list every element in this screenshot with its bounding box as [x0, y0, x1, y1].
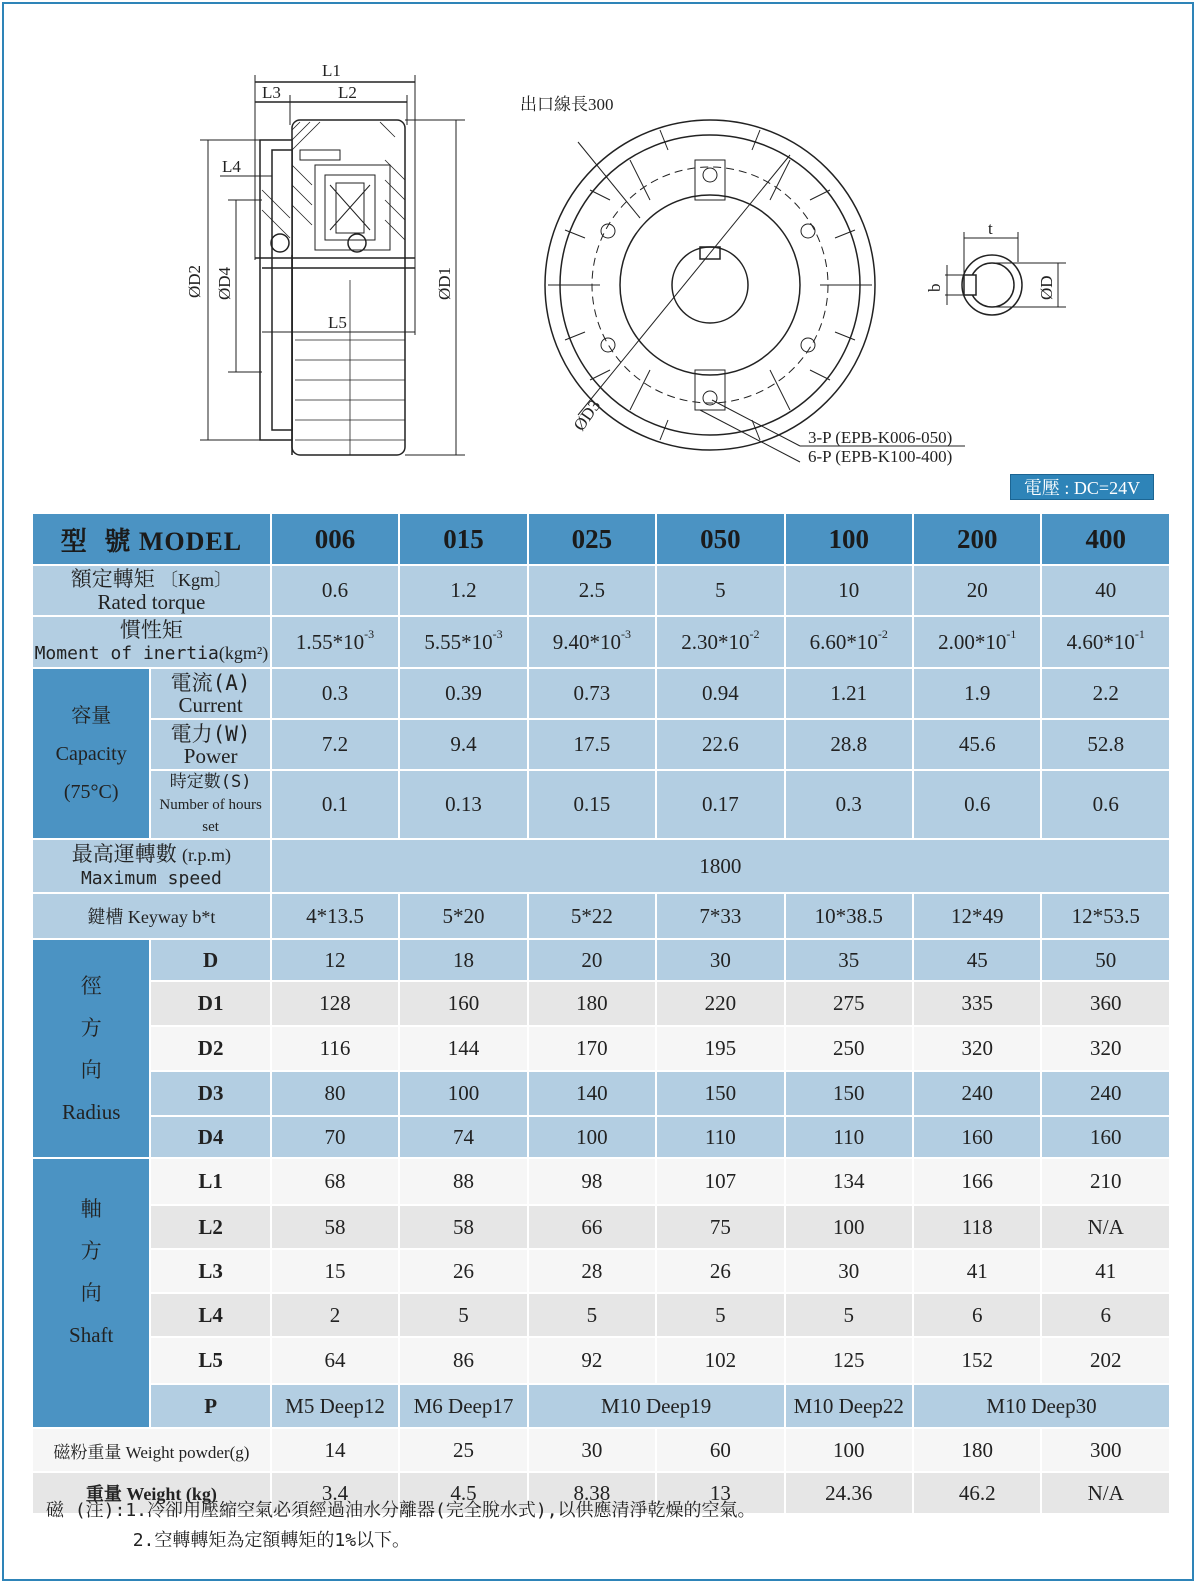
capacity-cn: 容量: [71, 703, 112, 727]
rated-torque-cn: 額定轉矩: [70, 567, 155, 591]
inertia-cell: [271, 616, 399, 668]
table-cell: 15: [271, 1249, 399, 1293]
notes: [46, 1496, 756, 1556]
table-cell: 98: [528, 1158, 656, 1205]
inertia-mantissa: 6.60*10: [809, 629, 878, 654]
table-cell: 5*20: [399, 893, 527, 939]
table-cell: 110: [656, 1116, 784, 1158]
table-cell: 26: [656, 1249, 784, 1293]
rated-torque-label: [32, 565, 271, 616]
table-cell: 74: [399, 1116, 527, 1158]
table-cell: 160: [913, 1116, 1041, 1158]
hole-note-1: 3-P (EPB-K006-050): [808, 428, 953, 447]
power-row: [32, 719, 1170, 770]
inertia-cell: [656, 616, 784, 668]
shaft-cn-2: 方: [80, 1239, 102, 1263]
table-cell: 250: [785, 1026, 913, 1071]
max-speed-en: Maximum speed: [80, 867, 222, 889]
table-cell: 1.2: [399, 565, 527, 616]
front-view: [545, 120, 965, 462]
max-speed-unit: (r.p.m): [182, 844, 232, 865]
table-cell: 3.4: [271, 1472, 399, 1514]
table-cell: 41: [913, 1249, 1041, 1293]
row-label: L4: [150, 1293, 270, 1337]
table-cell: 86: [399, 1337, 527, 1384]
max-speed-row: [32, 839, 1170, 893]
table-cell: 300: [1041, 1428, 1170, 1472]
lead-wire-label: 出口線長300: [520, 95, 614, 114]
table-cell: 13: [656, 1472, 784, 1514]
table-cell: 140: [528, 1071, 656, 1116]
table-cell: 100: [399, 1071, 527, 1116]
table-cell: N/A: [1041, 1205, 1170, 1249]
table-cell: 160: [1041, 1116, 1170, 1158]
table-cell: 210: [1041, 1158, 1170, 1205]
radius-row-d4: [32, 1116, 1170, 1158]
table-cell: 7*33: [656, 893, 784, 939]
table-cell: 50: [1041, 939, 1170, 981]
technical-drawing: [0, 0, 1200, 500]
table-cell: 320: [1041, 1026, 1170, 1071]
table-cell: 0.3: [785, 770, 913, 839]
model-label-cn: 型 號: [60, 526, 132, 557]
inertia-exponent: -2: [749, 626, 760, 641]
table-cell: 80: [271, 1071, 399, 1116]
table-cell: 25: [399, 1428, 527, 1472]
table-cell: 0.13: [399, 770, 527, 839]
inertia-exponent: -1: [1134, 626, 1145, 641]
inertia-cn: 慣性矩: [119, 618, 183, 642]
model-cell: 200: [913, 513, 1041, 565]
table-cell: 5: [528, 1293, 656, 1337]
p-cell: M6 Deep17: [399, 1384, 527, 1428]
inertia-cell: [399, 616, 527, 668]
rated-torque-row: [32, 565, 1170, 616]
radius-en: Radius: [62, 1099, 121, 1124]
table-cell: 100: [785, 1428, 913, 1472]
table-cell: 46.2: [913, 1472, 1041, 1514]
table-cell: 0.15: [528, 770, 656, 839]
table-cell: 110: [785, 1116, 913, 1158]
keyway-view: [945, 232, 1066, 315]
shaft-row-l1: [32, 1158, 1170, 1205]
table-cell: 20: [528, 939, 656, 981]
table-cell: 0.3: [271, 668, 399, 719]
row-label: D: [150, 939, 270, 981]
table-cell: 40: [1041, 565, 1170, 616]
model-header-row: [32, 513, 1170, 565]
table-cell: 14: [271, 1428, 399, 1472]
table-cell: 107: [656, 1158, 784, 1205]
table-cell: 118: [913, 1205, 1041, 1249]
radius-row-d1: [32, 981, 1170, 1026]
radius-row-d2: [32, 1026, 1170, 1071]
shaft-row-l5: [32, 1337, 1170, 1384]
inertia-cell: [528, 616, 656, 668]
table-cell: 45: [913, 939, 1041, 981]
inertia-cell: [913, 616, 1041, 668]
table-cell: 0.1: [271, 770, 399, 839]
table-cell: N/A: [1041, 1472, 1170, 1514]
dim-t: t: [988, 219, 993, 238]
table-cell: 1.21: [785, 668, 913, 719]
inertia-cell: [785, 616, 913, 668]
radius-row-d: [32, 939, 1170, 981]
table-cell: 100: [528, 1116, 656, 1158]
shaft-row-l4: [32, 1293, 1170, 1337]
model-header-label: [32, 513, 271, 565]
row-label: L5: [150, 1337, 270, 1384]
table-cell: 150: [656, 1071, 784, 1116]
row-label: D1: [150, 981, 270, 1026]
capacity-en: Capacity: [55, 743, 127, 765]
inertia-mantissa: 5.55*10: [424, 629, 493, 654]
model-cell: 025: [528, 513, 656, 565]
table-cell: 12: [271, 939, 399, 981]
voltage-badge: 電壓 : DC=24V: [1010, 474, 1154, 500]
row-label: D4: [150, 1116, 270, 1158]
table-cell: 30: [785, 1249, 913, 1293]
table-cell: 9.4: [399, 719, 527, 770]
dim-d1: ØD1: [435, 266, 454, 300]
shaft-en: Shaft: [69, 1323, 114, 1347]
inertia-mantissa: 2.30*10: [681, 629, 750, 654]
table-cell: 20: [913, 565, 1041, 616]
table-cell: 30: [528, 1428, 656, 1472]
max-speed-label: [32, 839, 271, 893]
table-cell: 0.6: [1041, 770, 1170, 839]
table-cell: 17.5: [528, 719, 656, 770]
shaft-cn-1: 軸: [80, 1197, 102, 1221]
table-cell: 28.8: [785, 719, 913, 770]
max-speed-cn: 最高運轉數: [71, 841, 177, 866]
spec-table: [31, 512, 1171, 1515]
table-cell: 0.6: [913, 770, 1041, 839]
table-cell: 35: [785, 939, 913, 981]
inertia-exponent: -1: [1006, 626, 1017, 641]
table-cell: 0.17: [656, 770, 784, 839]
table-cell: 6: [913, 1293, 1041, 1337]
note-line-1: 磁 (注):1.冷卻用壓縮空氣必須經過油水分離器(完全脫水式),以供應清淨乾燥的空氣。: [46, 1500, 756, 1521]
table-cell: 4*13.5: [271, 893, 399, 939]
power-label: [150, 719, 270, 770]
dim-d: ØD: [1037, 275, 1056, 300]
radius-row-d3: [32, 1071, 1170, 1116]
table-cell: 150: [785, 1071, 913, 1116]
rated-torque-en: Rated torque: [97, 590, 206, 614]
table-cell: 18: [399, 939, 527, 981]
table-cell: 26: [399, 1249, 527, 1293]
keyway-row: [32, 893, 1170, 939]
radius-label: [32, 939, 150, 1158]
table-cell: 6: [1041, 1293, 1170, 1337]
inertia-exponent: -3: [364, 626, 375, 641]
table-cell: 360: [1041, 981, 1170, 1026]
table-cell: 152: [913, 1337, 1041, 1384]
row-label: L3: [150, 1249, 270, 1293]
table-cell: 335: [913, 981, 1041, 1026]
table-cell: 2.5: [528, 565, 656, 616]
table-cell: 116: [271, 1026, 399, 1071]
rated-torque-unit: 〔Kgm〕: [160, 570, 233, 590]
hours-cn: 時定數(S): [169, 772, 252, 792]
table-cell: 28: [528, 1249, 656, 1293]
table-cell: 2: [271, 1293, 399, 1337]
table-cell: 202: [1041, 1337, 1170, 1384]
model-cell: 400: [1041, 513, 1170, 565]
table-cell: 52.8: [1041, 719, 1170, 770]
dim-b: b: [925, 283, 944, 292]
dim-d2: ØD2: [185, 264, 204, 298]
table-cell: 41: [1041, 1249, 1170, 1293]
side-view: [200, 75, 465, 455]
dim-l4: L4: [222, 157, 241, 176]
table-cell: 160: [399, 981, 527, 1026]
row-label: D3: [150, 1071, 270, 1116]
table-cell: 195: [656, 1026, 784, 1071]
inertia-unit: (kgm²): [218, 643, 269, 663]
p-cell: M10 Deep19: [528, 1384, 785, 1428]
table-cell: 100: [785, 1205, 913, 1249]
weight-powder-row: [32, 1428, 1170, 1472]
table-cell: 1.9: [913, 668, 1041, 719]
shaft-row-p: [32, 1384, 1170, 1428]
dim-d4: ØD4: [215, 266, 234, 300]
table-cell: 0.94: [656, 668, 784, 719]
inertia-label: [32, 616, 271, 668]
row-label: P: [150, 1384, 270, 1428]
inertia-mantissa: 4.60*10: [1066, 629, 1135, 654]
table-cell: 240: [1041, 1071, 1170, 1116]
current-row: [32, 668, 1170, 719]
table-cell: 68: [271, 1158, 399, 1205]
table-cell: 144: [399, 1026, 527, 1071]
table-cell: 58: [271, 1205, 399, 1249]
radius-cn-3: 向: [80, 1057, 102, 1082]
table-cell: 22.6: [656, 719, 784, 770]
table-cell: 0.73: [528, 668, 656, 719]
table-cell: 125: [785, 1337, 913, 1384]
table-cell: 64: [271, 1337, 399, 1384]
max-speed-value: 1800: [271, 839, 1170, 893]
p-cell: M5 Deep12: [271, 1384, 399, 1428]
table-cell: 66: [528, 1205, 656, 1249]
note-line-2: 2.空轉轉矩為定額轉矩的1%以下。: [132, 1530, 411, 1551]
hours-row: [32, 770, 1170, 839]
table-cell: 180: [913, 1428, 1041, 1472]
current-en: Current: [178, 692, 243, 717]
inertia-exponent: -2: [877, 626, 888, 641]
shaft-cn-3: 向: [80, 1281, 102, 1305]
row-label: D2: [150, 1026, 270, 1071]
hours-label: [150, 770, 270, 839]
table-cell: 88: [399, 1158, 527, 1205]
table-cell: 102: [656, 1337, 784, 1384]
model-cell: 100: [785, 513, 913, 565]
p-cell: M10 Deep22: [785, 1384, 913, 1428]
table-cell: 7.2: [271, 719, 399, 770]
inertia-cell: [1041, 616, 1170, 668]
table-cell: 5*22: [528, 893, 656, 939]
table-cell: 240: [913, 1071, 1041, 1116]
model-label-en: MODEL: [138, 526, 243, 556]
table-cell: 30: [656, 939, 784, 981]
table-cell: 24.36: [785, 1472, 913, 1514]
inertia-mantissa: 9.40*10: [552, 629, 622, 654]
dim-d3: ØD3: [569, 396, 605, 435]
table-cell: 128: [271, 981, 399, 1026]
table-cell: 5: [399, 1293, 527, 1337]
dim-l2: L2: [338, 83, 357, 102]
dim-l5: L5: [328, 313, 347, 332]
table-cell: 10: [785, 565, 913, 616]
table-cell: 220: [656, 981, 784, 1026]
inertia-mantissa: 1.55*10: [295, 629, 365, 654]
model-cell: 050: [656, 513, 784, 565]
model-cell: 015: [399, 513, 527, 565]
keyway-label: 鍵槽 Keyway b*t: [32, 893, 271, 939]
radius-cn-1: 徑: [80, 973, 102, 998]
table-cell: 2.2: [1041, 668, 1170, 719]
table-cell: 166: [913, 1158, 1041, 1205]
shaft-row-l3: [32, 1249, 1170, 1293]
current-label: [150, 668, 270, 719]
shaft-label: [32, 1158, 150, 1428]
table-cell: 134: [785, 1158, 913, 1205]
weight-powder-label: 磁粉重量 Weight powder(g): [32, 1428, 271, 1472]
table-cell: 75: [656, 1205, 784, 1249]
capacity-label: [32, 668, 150, 839]
inertia-en: Moment of inertia: [34, 643, 219, 664]
table-cell: 5: [656, 565, 784, 616]
table-cell: 8.38: [528, 1472, 656, 1514]
table-cell: 92: [528, 1337, 656, 1384]
shaft-row-l2: [32, 1205, 1170, 1249]
radius-cn-2: 方: [80, 1015, 102, 1040]
table-cell: 60: [656, 1428, 784, 1472]
row-label: L1: [150, 1158, 270, 1205]
table-cell: 170: [528, 1026, 656, 1071]
table-cell: 45.6: [913, 719, 1041, 770]
table-cell: 10*38.5: [785, 893, 913, 939]
weight-label: 重量 Weight (kg): [32, 1472, 271, 1514]
table-cell: 12*53.5: [1041, 893, 1170, 939]
inertia-mantissa: 2.00*10: [938, 629, 1007, 654]
current-cn: 電流(A): [170, 670, 251, 695]
table-cell: 0.6: [271, 565, 399, 616]
inertia-exponent: -3: [621, 626, 632, 641]
table-cell: 275: [785, 981, 913, 1026]
table-cell: 0.39: [399, 668, 527, 719]
model-cell: 006: [271, 513, 399, 565]
hole-note-2: 6-P (EPB-K100-400): [808, 447, 953, 466]
hours-en: Number of hours set: [159, 797, 262, 835]
table-cell: 70: [271, 1116, 399, 1158]
capacity-temp: (75°C): [63, 781, 119, 803]
dim-l1: L1: [322, 61, 341, 80]
table-cell: 180: [528, 981, 656, 1026]
table-cell: 5: [656, 1293, 784, 1337]
power-cn: 電力(W): [170, 721, 251, 746]
inertia-exponent: -3: [492, 626, 503, 641]
table-cell: 320: [913, 1026, 1041, 1071]
p-cell: M10 Deep30: [913, 1384, 1170, 1428]
dim-l3: L3: [262, 83, 281, 102]
power-en: Power: [183, 743, 238, 768]
table-cell: 12*49: [913, 893, 1041, 939]
table-cell: 5: [785, 1293, 913, 1337]
row-label: L2: [150, 1205, 270, 1249]
table-cell: 4.5: [399, 1472, 527, 1514]
table-cell: 58: [399, 1205, 527, 1249]
inertia-row: [32, 616, 1170, 668]
